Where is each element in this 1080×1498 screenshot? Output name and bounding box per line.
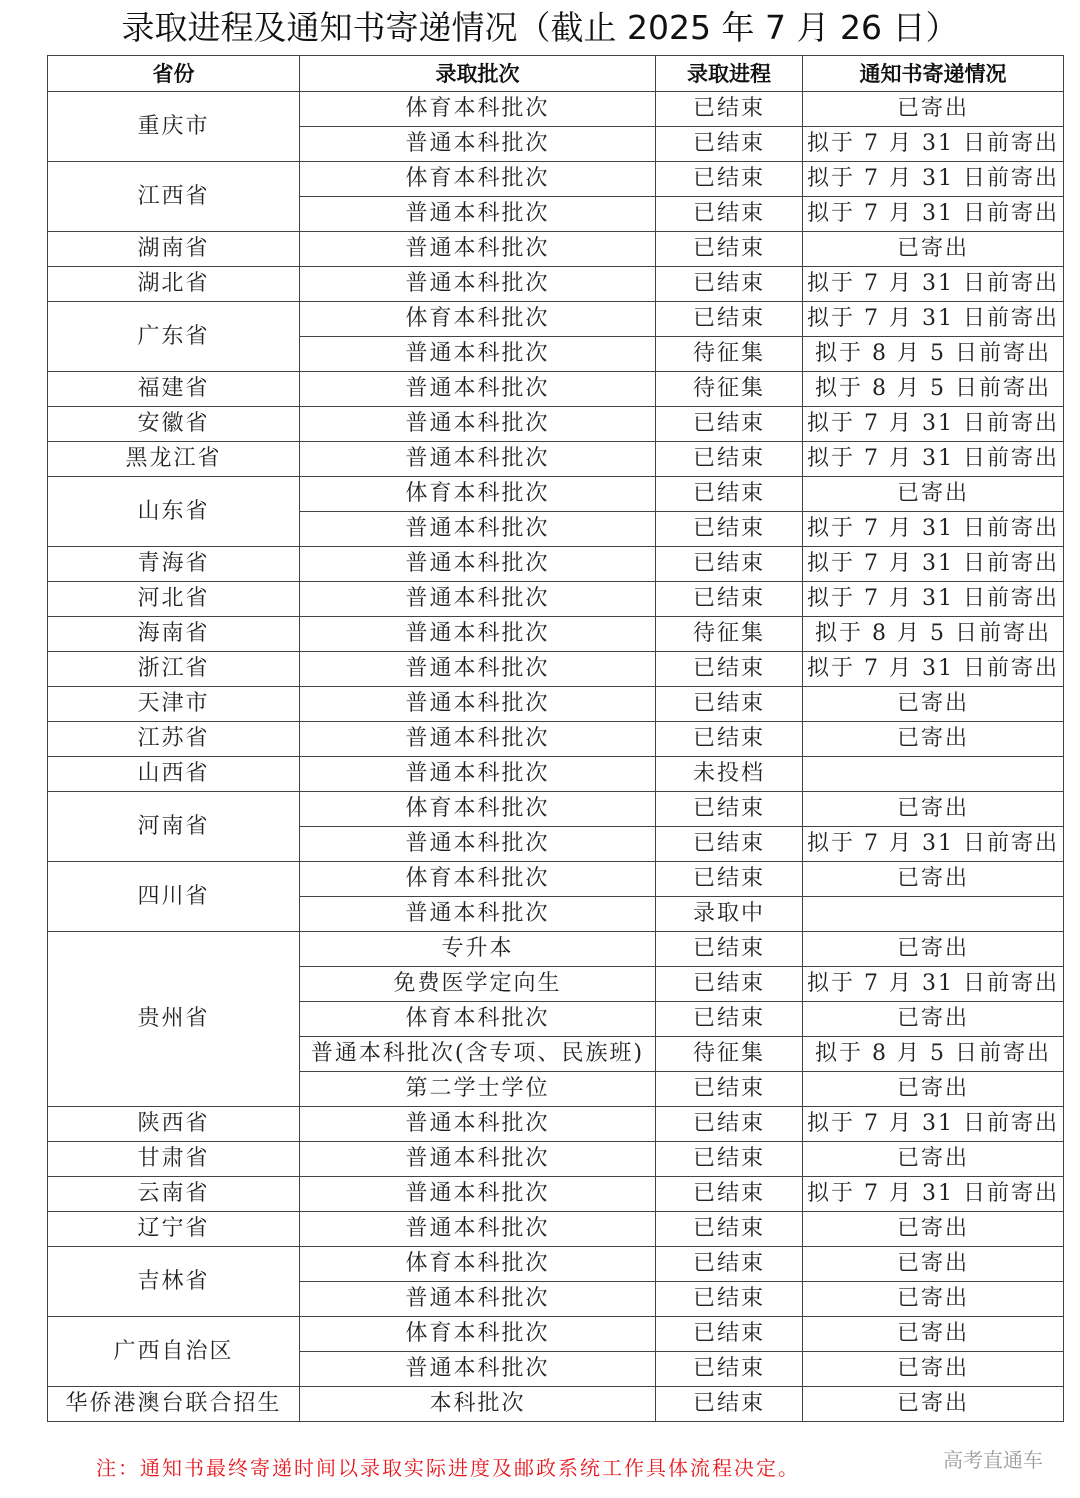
cell-progress: 已结束	[656, 827, 803, 862]
cell-progress: 已结束	[656, 267, 803, 302]
header-mailing: 通知书寄递情况	[803, 56, 1064, 92]
cell-province: 河北省	[48, 582, 300, 617]
table-row	[48, 792, 1064, 827]
cell-batch: 本科批次	[300, 1387, 656, 1422]
cell-province: 安徽省	[48, 407, 300, 442]
cell-mailing: 拟于 7 月 31 日前寄出	[803, 1107, 1064, 1142]
cell-mailing: 拟于 7 月 31 日前寄出	[803, 442, 1064, 477]
cell-progress: 已结束	[656, 197, 803, 232]
cell-mailing: 已寄出	[803, 1142, 1064, 1177]
cell-batch: 体育本科批次	[300, 1002, 656, 1037]
cell-progress: 已结束	[656, 1282, 803, 1317]
cell-batch: 体育本科批次	[300, 477, 656, 512]
cell-province: 湖北省	[48, 267, 300, 302]
cell-mailing: 已寄出	[803, 477, 1064, 512]
cell-province: 江苏省	[48, 722, 300, 757]
cell-mailing: 拟于 7 月 31 日前寄出	[803, 127, 1064, 162]
cell-batch: 普通本科批次	[300, 582, 656, 617]
cell-province: 海南省	[48, 617, 300, 652]
cell-batch: 普通本科批次	[300, 687, 656, 722]
table-row	[48, 862, 1064, 897]
cell-batch: 体育本科批次	[300, 1317, 656, 1352]
cell-province: 四川省	[48, 862, 300, 932]
cell-mailing: 已寄出	[803, 932, 1064, 967]
cell-batch: 普通本科批次	[300, 617, 656, 652]
table-row	[48, 1142, 1064, 1177]
cell-province: 广西自治区	[48, 1317, 300, 1387]
cell-progress: 已结束	[656, 1142, 803, 1177]
cell-mailing: 已寄出	[803, 1282, 1064, 1317]
cell-province: 重庆市	[48, 92, 300, 162]
cell-mailing: 拟于 7 月 31 日前寄出	[803, 827, 1064, 862]
cell-province: 河南省	[48, 792, 300, 862]
cell-progress: 已结束	[656, 1107, 803, 1142]
cell-progress: 已结束	[656, 302, 803, 337]
header-province: 省份	[48, 56, 300, 92]
cell-province: 天津市	[48, 687, 300, 722]
cell-province: 山东省	[48, 477, 300, 547]
cell-batch: 专升本	[300, 932, 656, 967]
cell-mailing: 已寄出	[803, 687, 1064, 722]
cell-progress: 待征集	[656, 617, 803, 652]
table-row	[48, 407, 1064, 442]
cell-batch: 普通本科批次	[300, 827, 656, 862]
table-row	[48, 932, 1064, 967]
cell-progress: 录取中	[656, 897, 803, 932]
cell-progress: 已结束	[656, 162, 803, 197]
cell-batch: 体育本科批次	[300, 792, 656, 827]
table-row	[48, 232, 1064, 267]
cell-batch: 普通本科批次	[300, 1352, 656, 1387]
cell-progress: 已结束	[656, 1212, 803, 1247]
cell-batch: 第二学士学位	[300, 1072, 656, 1107]
cell-batch: 普通本科批次	[300, 372, 656, 407]
cell-province: 甘肃省	[48, 1142, 300, 1177]
cell-province: 云南省	[48, 1177, 300, 1212]
cell-mailing: 拟于 8 月 5 日前寄出	[803, 1037, 1064, 1072]
cell-province: 华侨港澳台联合招生	[48, 1387, 300, 1422]
cell-batch: 体育本科批次	[300, 1247, 656, 1282]
cell-batch: 普通本科批次	[300, 442, 656, 477]
cell-batch: 普通本科批次	[300, 652, 656, 687]
cell-mailing: 拟于 7 月 31 日前寄出	[803, 512, 1064, 547]
cell-progress: 已结束	[656, 1352, 803, 1387]
cell-mailing: 已寄出	[803, 1317, 1064, 1352]
cell-province: 湖南省	[48, 232, 300, 267]
admission-table	[47, 55, 1064, 1422]
cell-batch: 体育本科批次	[300, 302, 656, 337]
cell-progress: 已结束	[656, 512, 803, 547]
cell-mailing: 拟于 7 月 31 日前寄出	[803, 547, 1064, 582]
cell-progress: 未投档	[656, 757, 803, 792]
cell-mailing: 已寄出	[803, 92, 1064, 127]
cell-mailing: 已寄出	[803, 1002, 1064, 1037]
cell-batch: 体育本科批次	[300, 862, 656, 897]
footnote: 注：通知书最终寄递时间以录取实际进度及邮政系统工作具体流程决定。	[96, 1456, 800, 1480]
cell-mailing: 拟于 7 月 31 日前寄出	[803, 652, 1064, 687]
cell-batch: 体育本科批次	[300, 162, 656, 197]
cell-batch: 普通本科批次	[300, 512, 656, 547]
cell-progress: 已结束	[656, 92, 803, 127]
table-row	[48, 92, 1064, 127]
table-row	[48, 617, 1064, 652]
cell-mailing: 已寄出	[803, 1212, 1064, 1247]
cell-batch: 普通本科批次	[300, 197, 656, 232]
cell-province: 吉林省	[48, 1247, 300, 1317]
table-row	[48, 1107, 1064, 1142]
cell-progress: 已结束	[656, 792, 803, 827]
cell-mailing: 已寄出	[803, 862, 1064, 897]
watermark: 高考直通车	[943, 1448, 1043, 1472]
cell-batch: 普通本科批次	[300, 1142, 656, 1177]
cell-province: 青海省	[48, 547, 300, 582]
table-row	[48, 372, 1064, 407]
table-row	[48, 162, 1064, 197]
cell-mailing: 拟于 7 月 31 日前寄出	[803, 407, 1064, 442]
table-row	[48, 722, 1064, 757]
cell-mailing: 拟于 7 月 31 日前寄出	[803, 967, 1064, 1002]
cell-mailing	[803, 757, 1064, 792]
table-row	[48, 267, 1064, 302]
cell-mailing: 拟于 7 月 31 日前寄出	[803, 302, 1064, 337]
cell-batch: 普通本科批次	[300, 1107, 656, 1142]
cell-mailing: 拟于 7 月 31 日前寄出	[803, 162, 1064, 197]
cell-progress: 已结束	[656, 1317, 803, 1352]
cell-progress: 已结束	[656, 652, 803, 687]
cell-mailing: 已寄出	[803, 1072, 1064, 1107]
cell-province: 广东省	[48, 302, 300, 372]
cell-batch: 普通本科批次(含专项、民族班)	[300, 1037, 656, 1072]
table-row	[48, 757, 1064, 792]
cell-progress: 已结束	[656, 1387, 803, 1422]
cell-mailing: 拟于 7 月 31 日前寄出	[803, 1177, 1064, 1212]
table-row	[48, 442, 1064, 477]
table-row	[48, 1387, 1064, 1422]
cell-progress: 已结束	[656, 477, 803, 512]
table-row	[48, 477, 1064, 512]
header-batch: 录取批次	[300, 56, 656, 92]
cell-province: 山西省	[48, 757, 300, 792]
cell-progress: 已结束	[656, 932, 803, 967]
table-row	[48, 582, 1064, 617]
cell-progress: 已结束	[656, 1072, 803, 1107]
cell-province: 辽宁省	[48, 1212, 300, 1247]
cell-mailing: 已寄出	[803, 722, 1064, 757]
cell-mailing: 拟于 8 月 5 日前寄出	[803, 372, 1064, 407]
cell-mailing: 已寄出	[803, 232, 1064, 267]
cell-batch: 普通本科批次	[300, 1212, 656, 1247]
cell-progress: 已结束	[656, 862, 803, 897]
cell-progress: 已结束	[656, 547, 803, 582]
cell-progress: 待征集	[656, 372, 803, 407]
cell-progress: 已结束	[656, 1002, 803, 1037]
table-row	[48, 302, 1064, 337]
table-row	[48, 1317, 1064, 1352]
cell-batch: 免费医学定向生	[300, 967, 656, 1002]
cell-batch: 普通本科批次	[300, 337, 656, 372]
cell-mailing: 已寄出	[803, 1387, 1064, 1422]
cell-mailing: 拟于 8 月 5 日前寄出	[803, 617, 1064, 652]
cell-batch: 普通本科批次	[300, 1282, 656, 1317]
cell-progress: 已结束	[656, 127, 803, 162]
page-title: 录取进程及通知书寄递情况（截止 2025 年 7 月 26 日）	[121, 8, 959, 47]
table-body	[48, 92, 1064, 1422]
cell-batch: 普通本科批次	[300, 267, 656, 302]
cell-mailing: 已寄出	[803, 792, 1064, 827]
cell-batch: 普通本科批次	[300, 757, 656, 792]
table-header-row	[48, 56, 1064, 92]
cell-mailing: 拟于 7 月 31 日前寄出	[803, 197, 1064, 232]
cell-batch: 普通本科批次	[300, 232, 656, 267]
cell-batch: 普通本科批次	[300, 407, 656, 442]
cell-progress: 已结束	[656, 1247, 803, 1282]
cell-progress: 已结束	[656, 407, 803, 442]
cell-province: 江西省	[48, 162, 300, 232]
table-row	[48, 687, 1064, 722]
table-row	[48, 1177, 1064, 1212]
cell-progress: 已结束	[656, 687, 803, 722]
cell-province: 福建省	[48, 372, 300, 407]
cell-progress: 待征集	[656, 337, 803, 372]
table-row	[48, 652, 1064, 687]
table-row	[48, 547, 1064, 582]
cell-batch: 普通本科批次	[300, 547, 656, 582]
cell-progress: 已结束	[656, 722, 803, 757]
cell-batch: 普通本科批次	[300, 897, 656, 932]
cell-mailing: 已寄出	[803, 1247, 1064, 1282]
cell-province: 浙江省	[48, 652, 300, 687]
cell-province: 贵州省	[48, 932, 300, 1107]
cell-province: 陕西省	[48, 1107, 300, 1142]
cell-progress: 已结束	[656, 442, 803, 477]
table-row	[48, 1212, 1064, 1247]
header-progress: 录取进程	[656, 56, 803, 92]
cell-progress: 已结束	[656, 1177, 803, 1212]
cell-progress: 已结束	[656, 967, 803, 1002]
cell-mailing: 拟于 7 月 31 日前寄出	[803, 582, 1064, 617]
cell-mailing: 拟于 8 月 5 日前寄出	[803, 337, 1064, 372]
cell-progress: 待征集	[656, 1037, 803, 1072]
cell-mailing: 拟于 7 月 31 日前寄出	[803, 267, 1064, 302]
cell-province: 黑龙江省	[48, 442, 300, 477]
cell-mailing: 已寄出	[803, 1352, 1064, 1387]
cell-progress: 已结束	[656, 232, 803, 267]
cell-batch: 普通本科批次	[300, 722, 656, 757]
cell-mailing	[803, 897, 1064, 932]
table-row	[48, 1247, 1064, 1282]
cell-batch: 体育本科批次	[300, 92, 656, 127]
cell-batch: 普通本科批次	[300, 127, 656, 162]
cell-batch: 普通本科批次	[300, 1177, 656, 1212]
cell-progress: 已结束	[656, 582, 803, 617]
